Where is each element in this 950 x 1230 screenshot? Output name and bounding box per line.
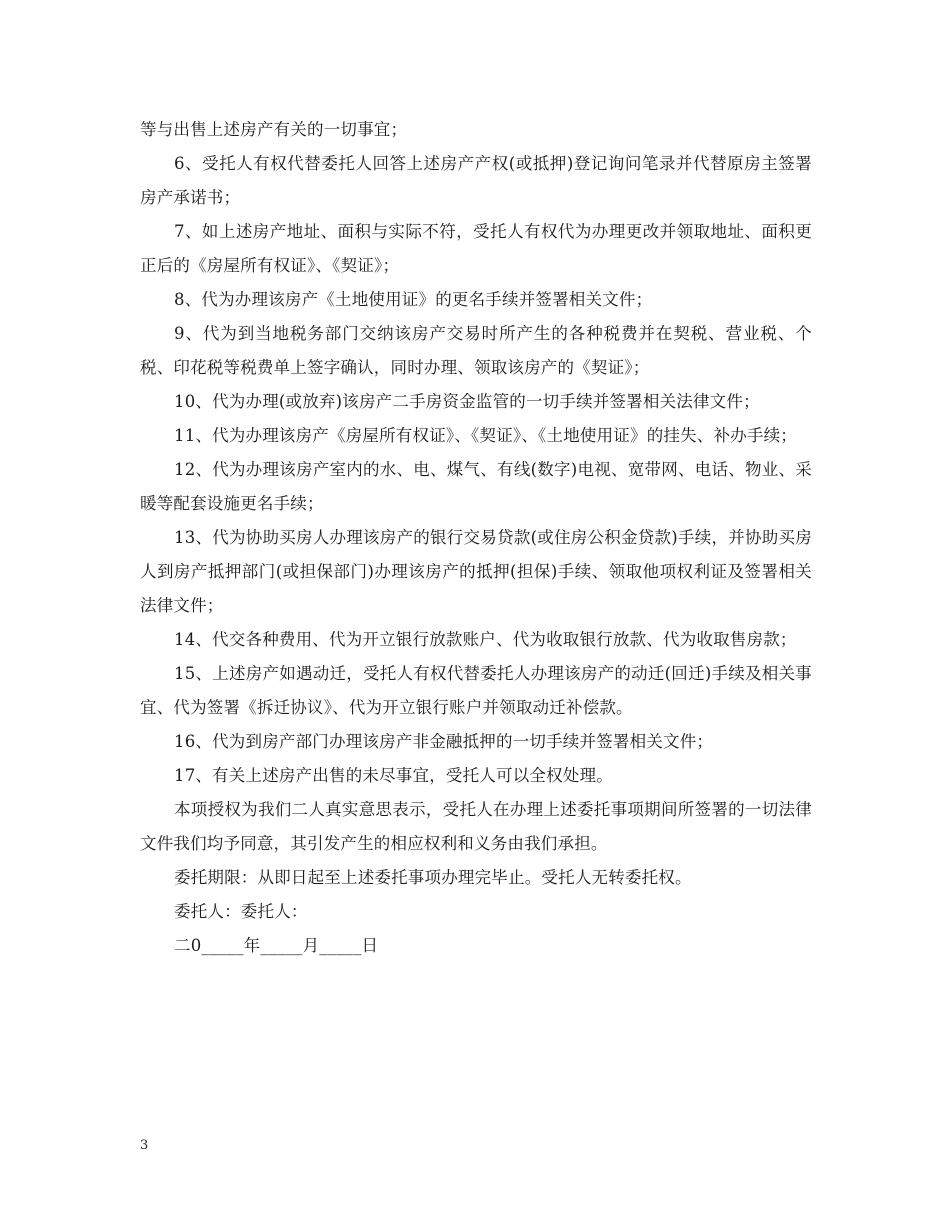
paragraph: 7、如上述房产地址、面积与实际不符，受托人有权代为办理更改并领取地址、面积更正后的《房屋所有权证》、《契证》； xyxy=(140,222,812,275)
document-body xyxy=(140,113,812,963)
paragraph: 15、上述房产如遇动迁，受托人有权代替委托人办理该房产的动迁(回迁)手续及相关事宜、代为签署《拆迁协议》、代为开立银行账户并领取动迁补偿款。 xyxy=(140,664,812,717)
paragraph: 本项授权为我们二人真实意思表示，受托人在办理上述委托事项期间所签署的一切法律文件我们均予同意，其引发产生的相应权利和义务由我们承担。 xyxy=(140,800,812,853)
paragraph: 等与出售上述房产有关的一切事宜； xyxy=(140,120,408,139)
paragraph: 委托人：委托人： xyxy=(174,902,308,921)
paragraph: 二0_____年_____月_____日 xyxy=(174,936,379,955)
page-number: 3 xyxy=(140,1138,149,1153)
paragraph: 17、有关上述房产出售的未尽事宜，受托人可以全权处理。 xyxy=(174,766,613,785)
paragraph: 10、代为办理(或放弃)该房产二手房资金监管的一切手续并签署相关法律文件； xyxy=(174,392,760,411)
paragraph: 11、代为办理该房产《房屋所有权证》、《契证》、《土地使用证》的挂失、补办手续； xyxy=(174,426,797,445)
paragraph: 9、代为到当地税务部门交纳该房产交易时所产生的各种税费并在契税、营业税、个税、印花税等税费单上签字确认，同时办理、领取该房产的《契证》； xyxy=(140,324,812,377)
paragraph: 13、代为协助买房人办理该房产的银行交易贷款(或住房公积金贷款)手续，并协助买房人到房产抵押部门(或担保部门)办理该房产的抵押(担保)手续、领取他项权利证及签署相关法律文件； xyxy=(140,528,812,615)
paragraph: 16、代为到房产部门办理该房产非金融抵押的一切手续并签署相关文件； xyxy=(174,732,714,751)
paragraph: 12、代为办理该房产室内的水、电、煤气、有线(数字)电视、宽带网、电话、物业、采暖等配套设施更名手续； xyxy=(140,460,812,513)
paragraph: 6、受托人有权代替委托人回答上述房产产权(或抵押)登记询问笔录并代替原房主签署房产承诺书； xyxy=(140,154,812,207)
paragraph: 委托期限：从即日起至上述委托事项办理完毕止。受托人无转委托权。 xyxy=(174,868,692,887)
paragraph: 8、代为办理该房产《土地使用证》的更名手续并签署相关文件； xyxy=(174,290,653,309)
paragraph: 14、代交各种费用、代为开立银行放款账户、代为收取银行放款、代为收取售房款； xyxy=(174,630,797,649)
